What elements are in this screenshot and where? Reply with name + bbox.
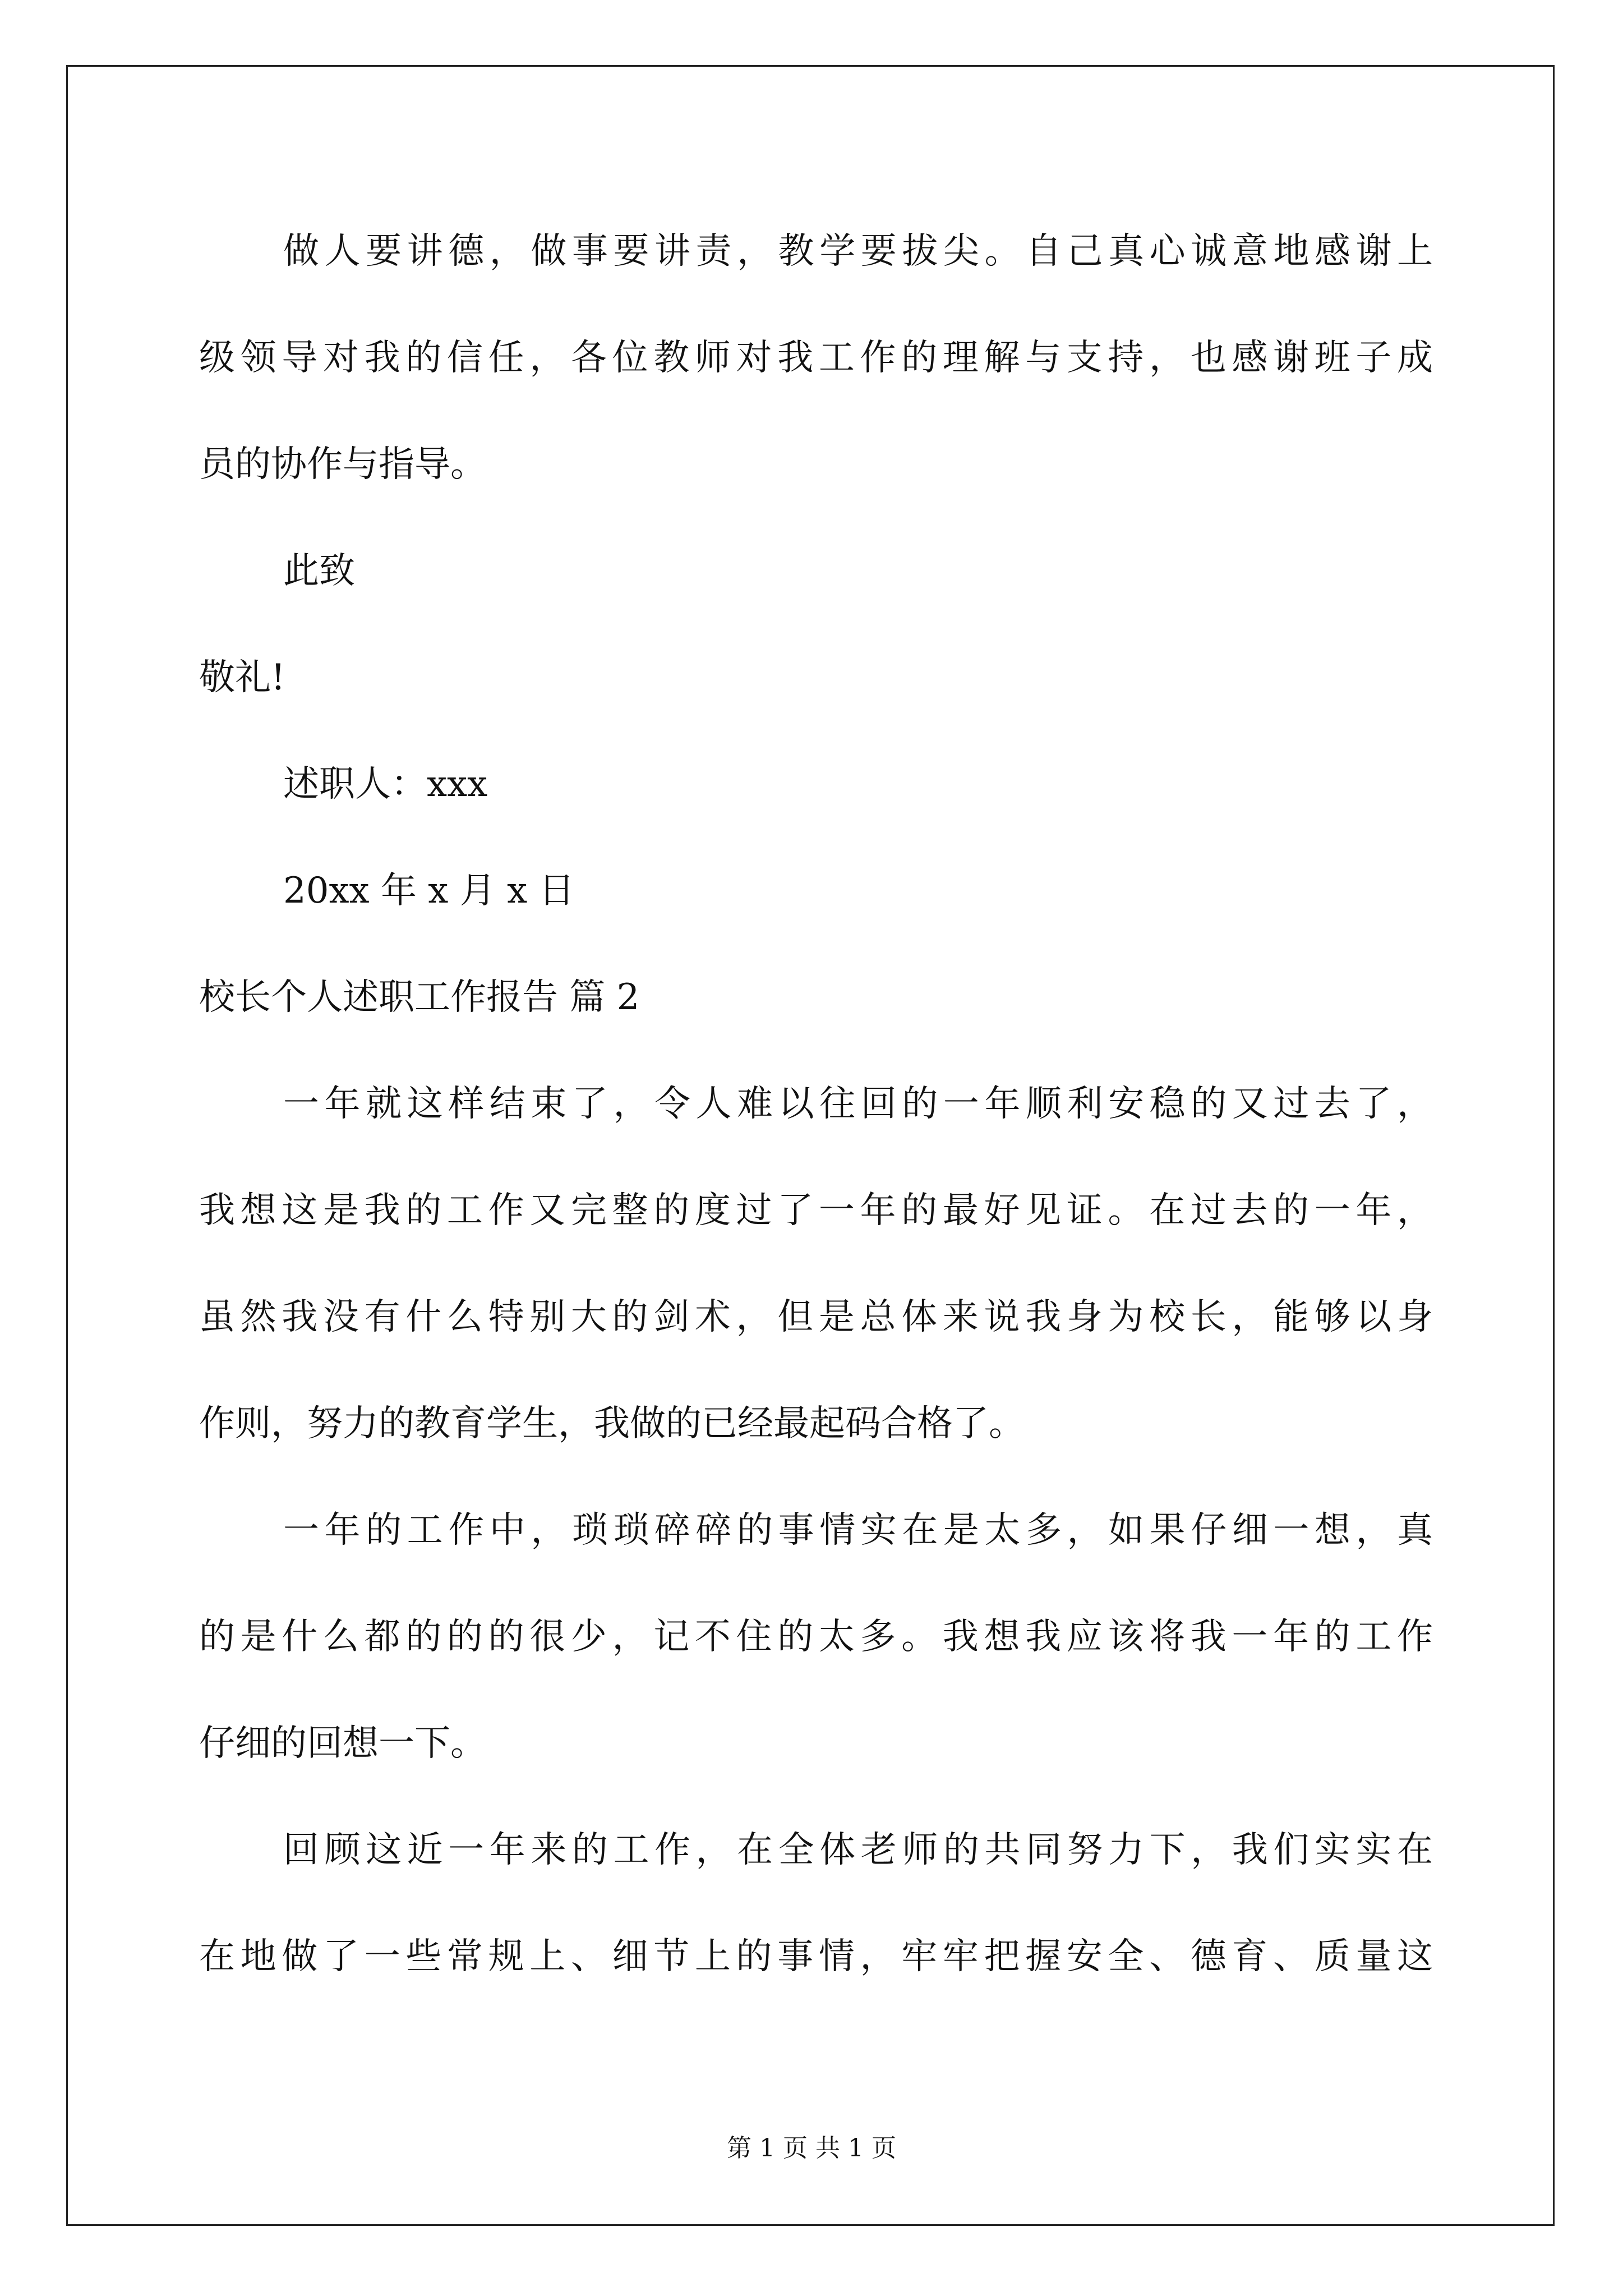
section-heading: 校长个人述职工作报告 篇 2 [199, 977, 640, 1018]
signature-date: 20xx 年 x 月 x 日 [283, 870, 575, 912]
paragraph-line: 我想这是我的工作又完整的度过了一年的最好见证。在过去的一年， [199, 1190, 1433, 1231]
paragraph-line: 仔细的回想一下。 [199, 1723, 486, 1764]
page-number-footer: 第 1 页 共 1 页 [727, 2134, 896, 2162]
paragraph-line: 虽然我没有什么特别大的剑术，但是总体来说我身为校长，能够以身 [199, 1296, 1433, 1338]
closing-regards: 敬礼! [199, 657, 285, 698]
page-border [66, 65, 1555, 2226]
paragraph-line: 回顾这近一年来的工作，在全体老师的共同努力下，我们实实在 [283, 1829, 1433, 1871]
paragraph-line: 一年的工作中，琐琐碎碎的事情实在是太多，如果仔细一想，真 [283, 1510, 1433, 1551]
paragraph-line: 做人要讲德，做事要讲责，教学要拔尖。自己真心诚意地感谢上 [283, 231, 1433, 272]
paragraph-line: 一年就这样结束了，令人难以往回的一年顺利安稳的又过去了， [283, 1083, 1433, 1125]
paragraph-line: 员的协作与指导。 [199, 444, 486, 485]
signature-reporter: 述职人：xxx [283, 763, 488, 805]
paragraph-line: 的是什么都的的的很少，记不住的太多。我想我应该将我一年的工作 [199, 1616, 1433, 1658]
paragraph-line: 级领导对我的信任，各位教师对我工作的理解与支持，也感谢班子成 [199, 337, 1433, 379]
paragraph-line: 作则，努力的教育学生，我做的已经最起码合格了。 [199, 1403, 1025, 1444]
paragraph-line: 在地做了一些常规上、细节上的事情，牢牢把握安全、德育、质量这 [199, 1936, 1433, 1977]
closing-salutation: 此致 [283, 550, 355, 592]
